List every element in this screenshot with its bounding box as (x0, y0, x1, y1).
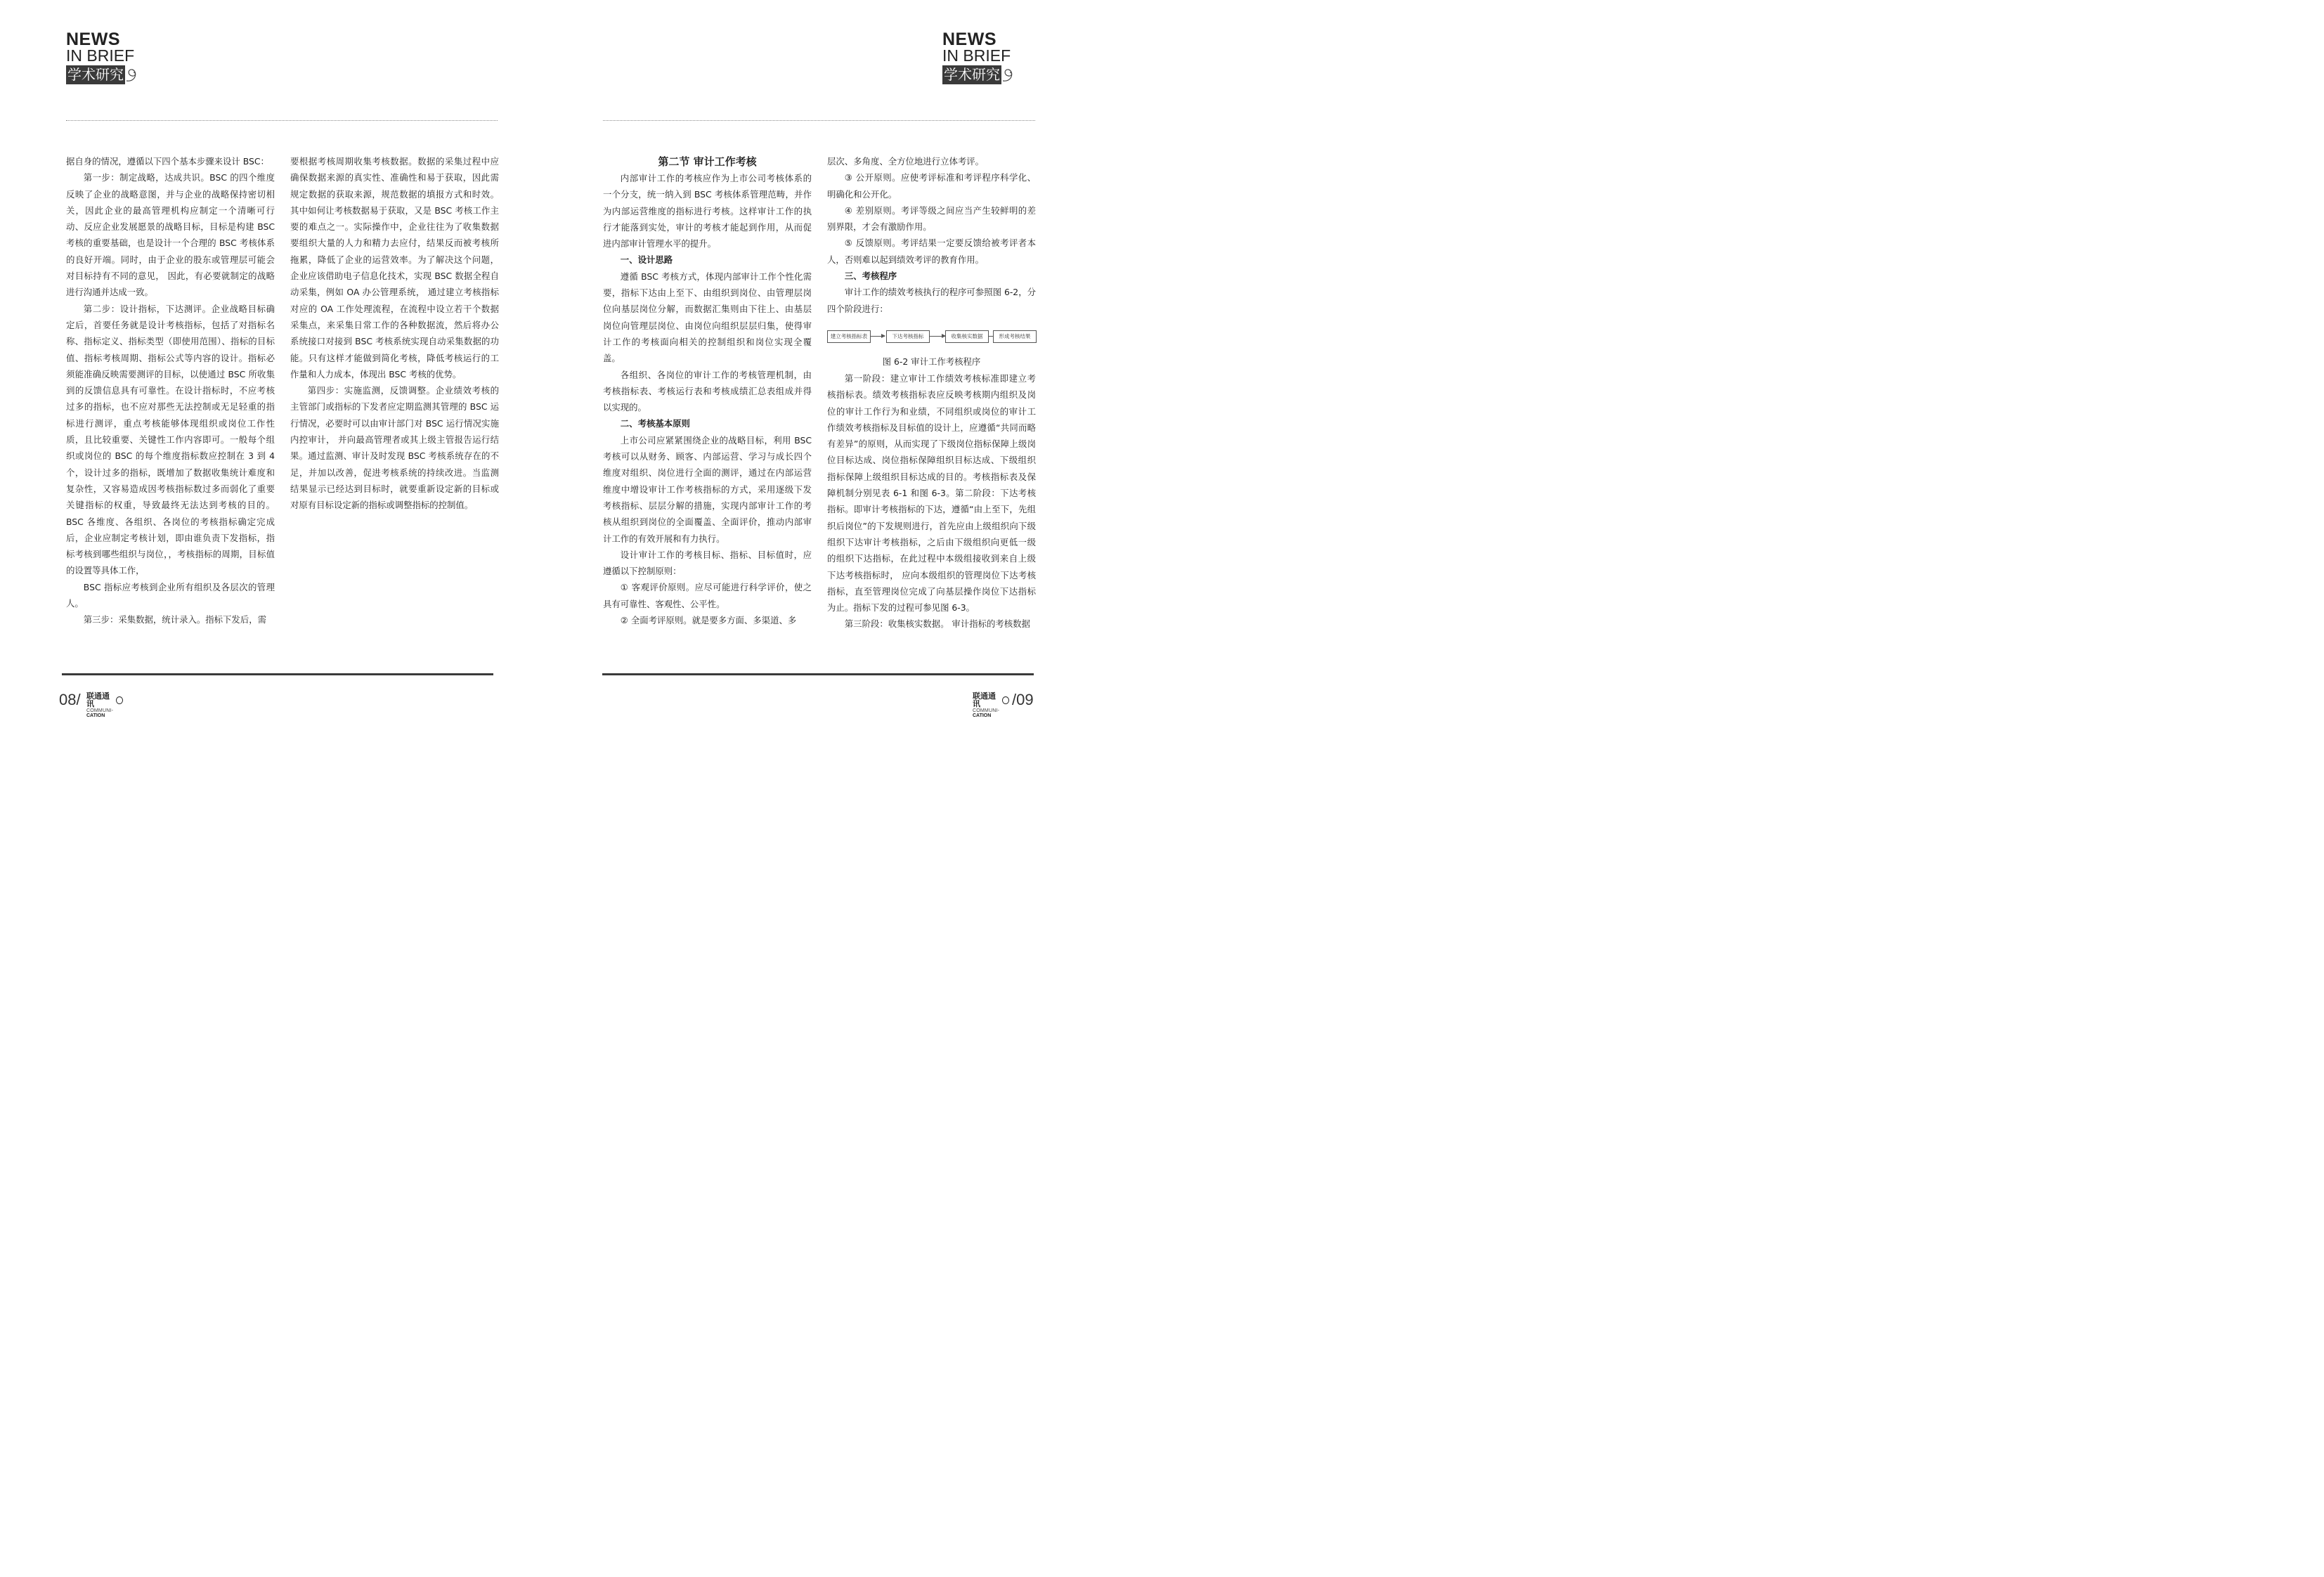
paragraph: 审计工作的绩效考核执行的程序可参照图 6-2，分四个阶段进行： (827, 287, 1036, 314)
paragraph: 据自身的情况，遵循以下四个基本步骤来设计 BSC： (66, 156, 269, 167)
paragraph: ③ 公开原则。应使考评标准和考评程序科学化、明确化和公开化。 (827, 172, 1036, 200)
logo-subtext-1: COMMUNI- (973, 708, 1000, 713)
paragraph: 要根据考核周期收集考核数据。数据的采集过程中应确保数据来源的真实性、准确性和易于获取，因此需规定数据的获取来源，规范数据的填报方式和时效。其中如何让考核数据易于获取，又是 BSC 考核工作主要的难点之一。实际操作中，企业往往为了收集数据要组织大量的人力和精力去应付，结果反而被考核所拖累，降低了企业的运营效率。为了解决这个问题，企业应该借助电子信息化技术，实现 BSC 数据全程自动采集，例如 OA 办公管理系统， 通过建立考核指标对应的 OA 工作处理流程，在流程中设立若干个数据采集点，来采集日常工作的各种数据流，然后将办公系统接口对接到 BSC 考核系统实现自动采集数据的功能。只有这样才能做到简化考核，降低考核运行的工作量和人力成本，体现出 BSC 考核的优势。 (290, 156, 499, 379)
right-page-column-2 (827, 153, 1036, 632)
right-page-column-1 (603, 153, 812, 628)
figure-caption: 图 6-2 审计工作考核程序 (882, 356, 981, 367)
swirl-ornament-icon (125, 67, 139, 84)
paragraph: ① 客观评价原则。应尽可能进行科学评价，使之具有可靠性、客观性、公平性。 (603, 582, 812, 609)
paragraph: 遵循 BSC 考核方式，体现内部审计工作个性化需要，指标下达由上至下、由组织到岗位、由管理层岗位向基层岗位分解，而数据汇集则由下往上、由基层岗位向管理层岗位、由岗位向组织层层归集，使得审计工作的考核面向相关的控制组织和岗位实现全覆盖。 (603, 271, 812, 364)
paragraph: 第三步：采集数据，统计录入。指标下发后，需 (83, 614, 266, 625)
flow-step-box: 下达考核指标 (886, 330, 930, 343)
paragraph: 第四步：实施监测，反馈调整。企业绩效考核的主管部门或指标的下发者应定期监测其管理的 BSC 运行情况，必要时可以由审计部门对 BSC 运行情况实施内控审计， 并向最高管理者或其上级主管报告运行结果。通过监测、审计及时发现 BSC 考核系统存在的不足，并加以改善，促进考核系统的持续改进。当监测结果显示已经达到目标时，就要重新设定新的目标或对原有目标设定新的指标或调整指标的控制值。 (290, 385, 499, 511)
paragraph: 第一阶段：建立审计工作绩效考核标准即建立考核指标表。绩效考核指标表应反映考核期内组织及岗位的审计工作行为和业绩，不同组织或岗位的审计工作绩效考核指标及目标值的设计上，应遵循“共同而略有差异”的原则，从而实现了下级岗位指标保障上级岗位目标达成、岗位指标保障组织目标达成、下级组织指标保障上级组织目标达成的目的。考核指标表及保障机制分别见表 6-1 和图 6-3。第二阶段：下达考核指标。即审计考核指标的下达，遵循“由上至下，先组织后岗位”的下发规则进行，首先应由上级组织向下级组织下达审计考核指标，之后由下级组织向更低一级的组织下达指标，在此过程中本级组接收到来自上级下达考核指标时， 应向本级组织的管理岗位下达考核指标，直至管理岗位完成了向基层操作岗位下达指标为止。指标下发的过程可参见图 6-3。 (827, 372, 1036, 614)
left-page-column-2 (290, 153, 499, 514)
flow-arrow (930, 336, 945, 337)
paragraph: BSC 指标应考核到企业所有组织及各层次的管理人。 (66, 581, 275, 609)
footer-rule-right (602, 673, 1034, 675)
masthead-right (942, 31, 1015, 84)
swirl-ornament-icon (1001, 67, 1015, 84)
logo-circle-icon (1002, 696, 1009, 704)
masthead-tag: 学术研究 (944, 66, 1000, 83)
section-heading: 三、考核程序 (844, 271, 897, 282)
flow-step-box: 形成考核结果 (993, 330, 1037, 343)
flowchart (827, 318, 1036, 353)
flow-arrow (871, 336, 885, 337)
paragraph: 第二步：设计指标，下达测评。企业战略目标确定后，首要任务就是设计考核指标，包括了对指标名称、指标定义、指标类型（即使用范围）、指标的目标值、指标考核周期、指标公式等内容的设计。指标必须能准确反映需要测评的目标，以使通过 BSC 所收集到的反馈信息具有可靠性。在设计指标时，不应考核过多的指标，也不应对那些无法控制或无足轻重的指标进行测评，重点考核能够体现组织或岗位工作性质，且比较重要、关键性工作内容即可。一般每个组织或岗位的 BSC 的每个维度指标数应控制在 3 到 4 个，设计过多的指标，既增加了数据收集统计难度和复杂性，又容易造成因考核指标数过多而弱化了重要关键指标的权重，导致最终无法达到考核的目的。BSC 各维度、各组织、各岗位的考核指标确定完成后，企业应制定考核计划，即由谁负责下发指标，指标考核到哪些组织与岗位，，考核指标的周期，目标值的设置等具体工作， (66, 303, 275, 576)
logo-circle-icon (116, 696, 123, 704)
flow-step-box: 建立考核指标表 (827, 330, 871, 343)
paragraph: 层次、多角度、全方位地进行立体考评。 (827, 156, 985, 167)
divider-dotted-left (66, 120, 498, 121)
paragraph: 上市公司应紧紧围绕企业的战略目标，利用 BSC 考核可以从财务、顾客、内部运营、学习与成长四个维度对组织、岗位进行全面的测评，通过在内部运营维度中增设审计工作考核指标的方式，采用逐级下发考核指标、层层分解的措施，实现内部审计工作的考核从组织到岗位的全面覆盖、全面评价，推动内部审计工作的有效开展和有力执行。 (603, 434, 812, 544)
divider-dotted-right (603, 120, 1035, 121)
logo-text: 联通通讯 (86, 692, 110, 708)
paragraph: 设计审计工作的考核目标、指标、目标值时，应遵循以下控制原则： (603, 549, 812, 577)
masthead-news: NEWS (942, 30, 997, 49)
logo-subtext-2: CATION (973, 713, 992, 718)
masthead-left (66, 31, 139, 84)
logo-subtext-2: CATION (86, 713, 105, 718)
paragraph: 第一步：制定战略，达成共识。BSC 的四个维度反映了企业的战略意图，并与企业的战略保持密切相关，因此企业的最高管理机构应制定一个清晰可行动、反应企业发展愿景的战略目标，目标是构建 BSC 考核的重要基础，也是设计一个合理的 BSC 考核体系的良好开端。同时，由于企业的股东或管理层可能会对目标持有不同的意见， 因此，有必要就制定的战略进行沟通并达成一致。 (66, 172, 275, 298)
logo-text: 联通通讯 (973, 692, 996, 708)
paragraph: ⑤ 反馈原则。考评结果一定要反馈给被考评者本人，否则难以起到绩效考评的教育作用。 (827, 238, 1036, 265)
paragraph: 各组织、各岗位的审计工作的考核管理机制，由考核指标表、考核运行表和考核成绩汇总表组成并得以实现的。 (603, 369, 812, 413)
masthead-news: NEWS (66, 30, 120, 49)
left-page-column-1 (66, 153, 275, 628)
masthead-tag: 学术研究 (67, 66, 124, 83)
page-number-right: /09 (1012, 691, 1034, 708)
paragraph: 第三阶段：收集核实数据。 审计指标的考核数据 (844, 618, 1030, 630)
logo-subtext-1: COMMUNI- (86, 708, 114, 713)
paragraph: ② 全面考评原则。就是要多方面、多渠道、多 (620, 615, 797, 626)
section-title: 第二节 审计工作考核 (658, 155, 757, 168)
paragraph: ④ 差别原则。考评等级之间应当产生较鲜明的差别界限，才会有激励作用。 (827, 205, 1036, 233)
section-heading: 二、考核基本原则 (620, 418, 690, 429)
paragraph: 内部审计工作的考核应作为上市公司考核体系的一个分支，统一纳入到 BSC 考核体系管理范畴，并作为内部运营维度的指标进行考核。这样审计工作的执行才能落到实处，审计的考核才能起到作用，从而促进内部审计管理水平的提升。 (603, 173, 812, 249)
flow-step-box: 收集核实数据 (945, 330, 989, 343)
section-heading: 一、设计思路 (620, 254, 673, 266)
page-number-left: 08/ (59, 691, 81, 708)
masthead-in-brief: IN BRIEF (66, 46, 135, 65)
masthead-in-brief: IN BRIEF (942, 46, 1011, 65)
publication-logo-right (973, 692, 1009, 718)
footer-rule-left (62, 673, 493, 675)
publication-logo-left (86, 692, 123, 718)
